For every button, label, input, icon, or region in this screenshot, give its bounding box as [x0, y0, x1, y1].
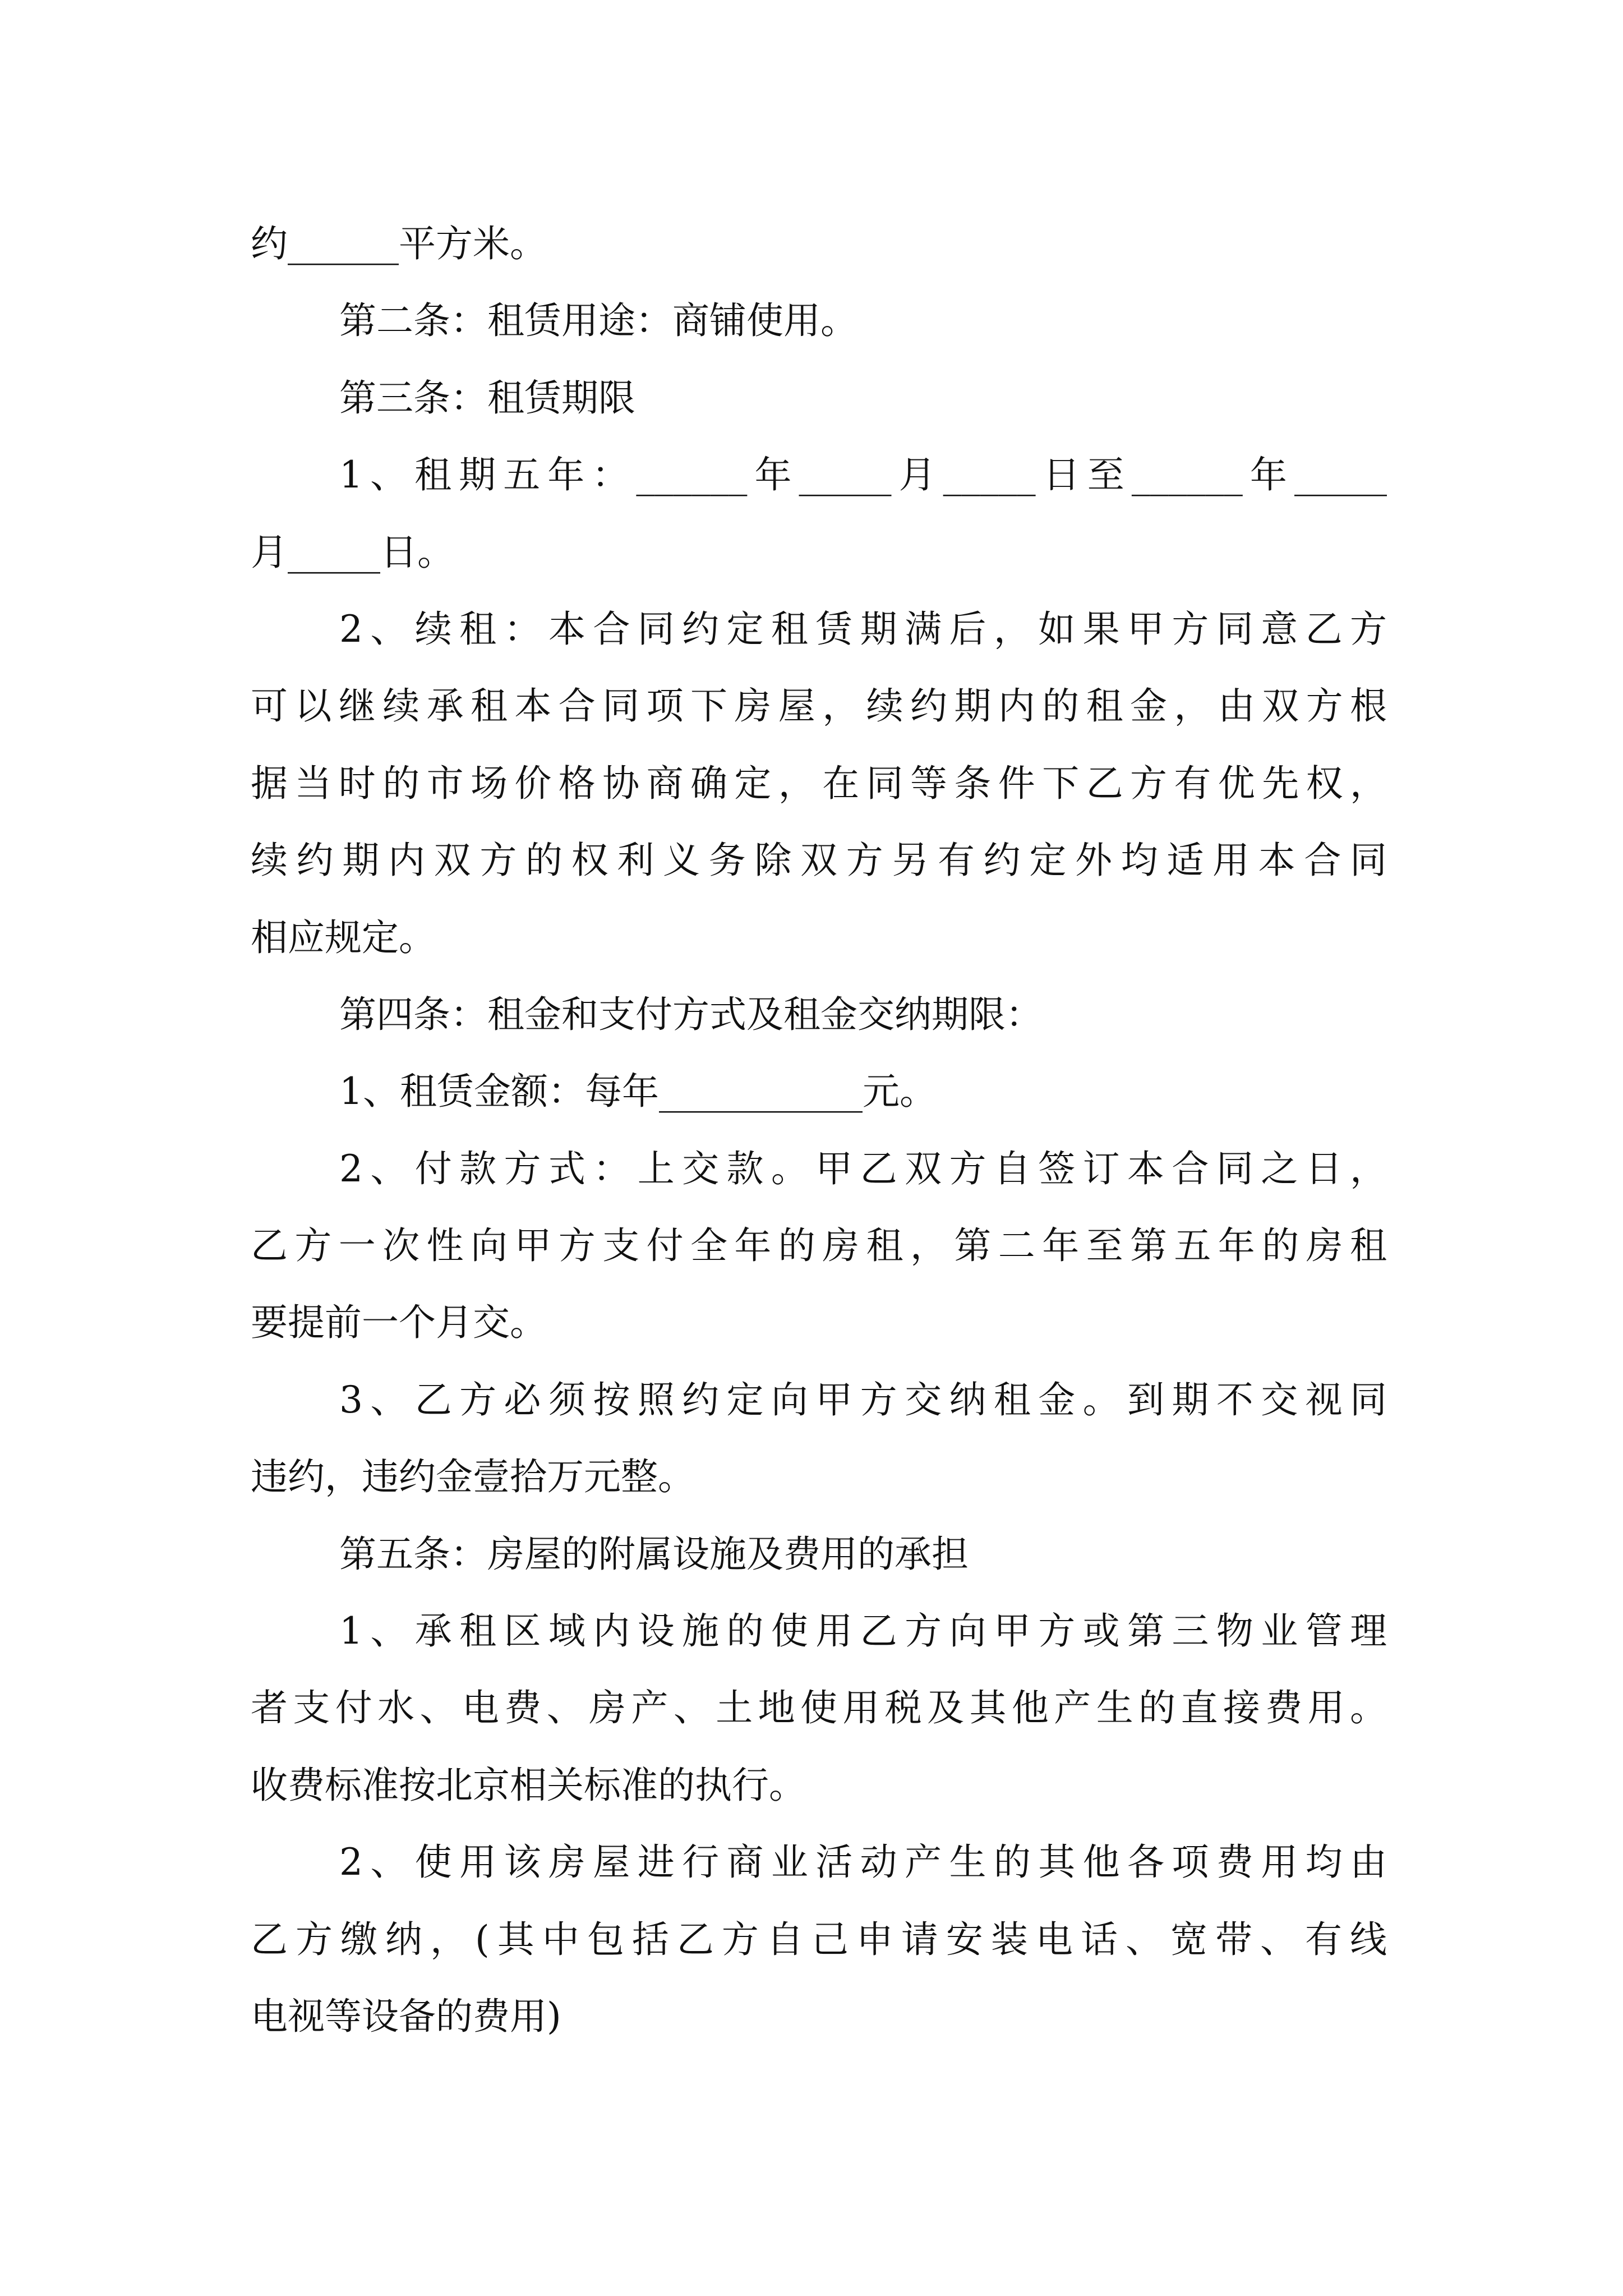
text-line: 乙方缴纳，(其中包括乙方自己申请安装电话、宽带、有线 — [251, 1917, 1387, 1961]
text-line: 第四条：租金和支付方式及租金交纳期限： — [339, 992, 1043, 1036]
text-line: 者支付水、电费、房产、土地使用税及其他产生的直接费用。 — [251, 1686, 1387, 1730]
text-line: 可以继续承租本合同项下房屋，续约期内的租金，由双方根 — [251, 684, 1387, 728]
text-line: 2、使用该房屋进行商业活动产生的其他各项费用均由 — [339, 1841, 1387, 1884]
text-line: 2、续租：本合同约定租赁期满后，如果甲方同意乙方 — [339, 607, 1387, 651]
text-line: 乙方一次性向甲方支付全年的房租，第二年至第五年的房租 — [251, 1224, 1387, 1268]
text-line: 3、乙方必须按照约定向甲方交纳租金。到期不交视同 — [339, 1378, 1387, 1421]
text-line: 据当时的市场价格协商确定，在同等条件下乙方有优先权， — [251, 761, 1387, 805]
text-line: 约______平方米。 — [251, 222, 547, 265]
text-line: 1、租赁金额：每年___________元。 — [339, 1070, 937, 1114]
text-line: 1、租期五年：______年_____月_____日至______年_____ — [339, 453, 1387, 497]
text-line: 违约，违约金壹拾万元整。 — [251, 1455, 695, 1499]
text-line: 1、承租区域内设施的使用乙方向甲方或第三物业管理 — [339, 1609, 1387, 1653]
text-line: 月_____日。 — [251, 530, 454, 574]
text-line: 2、付款方式：上交款。甲乙双方自签订本合同之日， — [339, 1147, 1387, 1190]
text-line: 要提前一个月交。 — [251, 1301, 547, 1345]
document-page — [251, 205, 1387, 2055]
text-line: 第二条：租赁用途：商铺使用。 — [339, 299, 857, 343]
text-line: 收费标准按北京相关标准的执行。 — [251, 1763, 806, 1807]
text-line: 电视等设备的费用) — [251, 1994, 561, 2038]
text-line: 相应规定。 — [251, 915, 436, 959]
text-line: 第三条：租赁期限 — [339, 376, 635, 420]
text-line: 第五条：房屋的附属设施及费用的承担 — [339, 1532, 969, 1576]
text-line: 续约期内双方的权利义务除双方另有约定外均适用本合同 — [251, 839, 1387, 882]
